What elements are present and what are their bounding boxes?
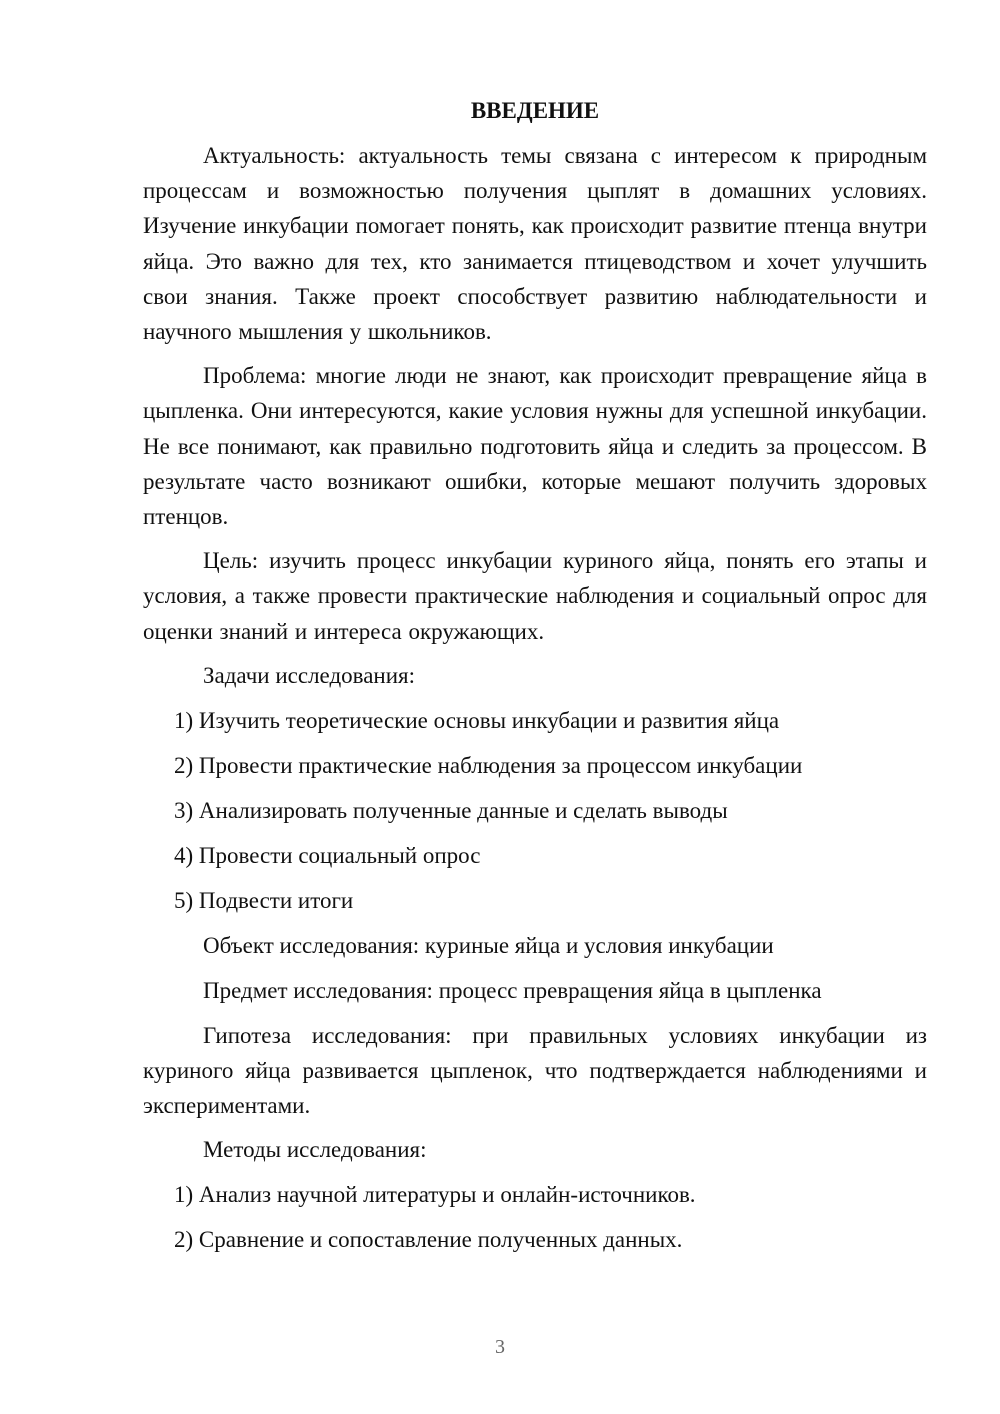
actuality-paragraph: Актуальность: актуальность темы связана с интересом к природным процессам и возможностью получения цыплят в домашних условиях. Изучение инкубации помогает понять, как происходит развитие птенца внутри яйца. Это важно для тех, кто занимается птицеводством и хочет улучшить свои знания. Также проект способствует развитию наблюдательности и научного мышления у школьников. [143,143,927,345]
method-item: 1) Анализ научной литературы и онлайн-источников. [174,1182,696,1208]
task-item: 2) Провести практические наблюдения за процессом инкубации [174,752,803,778]
problem-paragraph: Проблема: многие люди не знают, как происходит превращение яйца в цыпленка. Они интересуются, какие условия нужны для успешной инкубации. Не все понимают, как правильно подготовить яйца и следить за процессом. В результате часто возникают ошибки, которые мешают получить здоровых птенцов. [143,363,927,530]
section-heading: ВВЕДЕНИЕ [470,98,600,123]
task-item: 3) Анализировать полученные данные и сделать выводы [174,797,728,823]
tasks-title: Задачи исследования: [203,662,416,688]
page-number: 3 [495,1336,505,1358]
goal-paragraph: Цель: изучить процесс инкубации куриного яйца, понять его этапы и условия, а также провести практические наблюдения и социальный опрос для оценки знаний и интереса окружающих. [143,548,927,644]
research-object: Объект исследования: куриные яйца и условия инкубации [203,932,774,958]
method-item: 2) Сравнение и сопоставление полученных данных. [174,1227,683,1253]
task-item: 1) Изучить теоретические основы инкубации и развития яйца [174,707,780,733]
task-item: 5) Подвести итоги [174,887,354,913]
methods-title: Методы исследования: [203,1137,427,1163]
hypothesis-paragraph: Гипотеза исследования: при правильных условиях инкубации из куриного яйца развивается цыпленок, что подтверждается наблюдениями и экспериментами. [143,1022,927,1119]
page-content [143,96,927,1267]
research-subject: Предмет исследования: процесс превращения яйца в цыпленка [203,977,822,1003]
task-item: 4) Провести социальный опрос [174,842,481,868]
